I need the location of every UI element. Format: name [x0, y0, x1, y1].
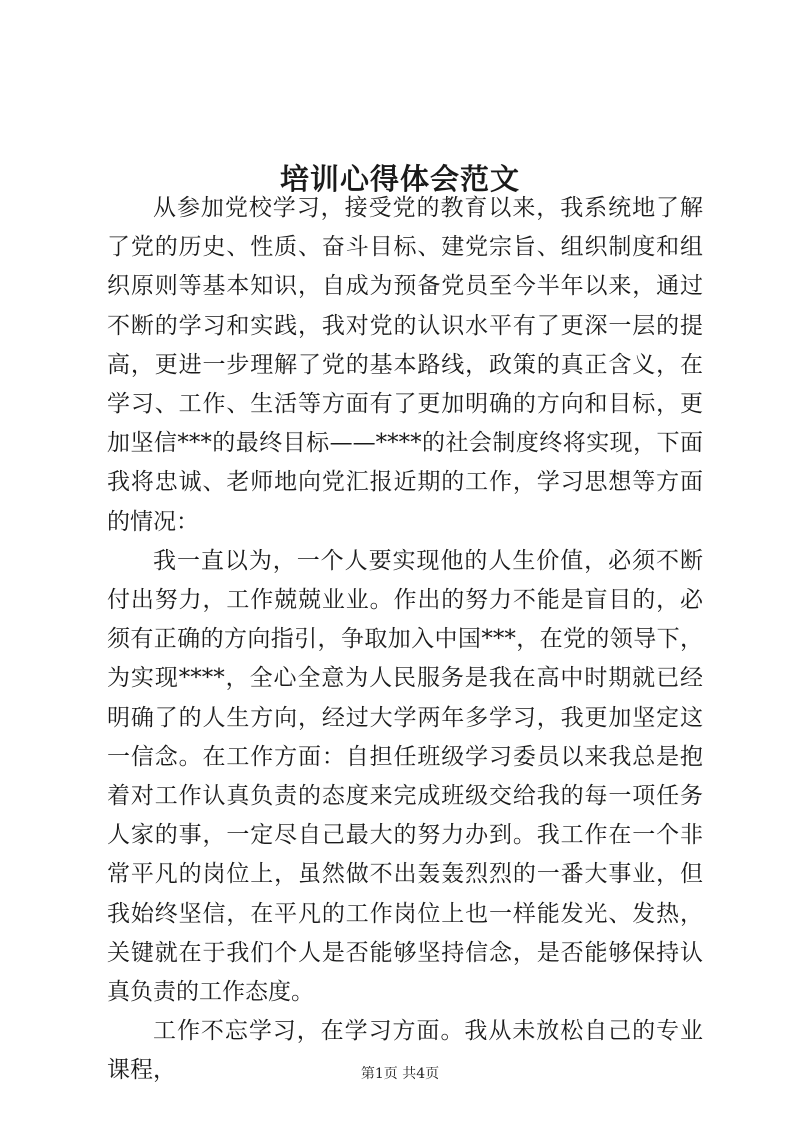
document-body [107, 189, 703, 1091]
page-footer: 第1页 共4页 [360, 1066, 440, 1082]
paragraph-2: 我一直以为，一个人要实现他的人生价值，必须不断付出努力，工作兢兢业业。作出的努力不能是盲目的，必须有正确的方向指引，争取加入中国***，在党的领导下，为实现****，全心全意为人民服务是我在高中时期就已经明确了的人生方向，经过大学两年多学习，我更加坚定这一信念。在工作方面：自担任班级学习委员以来我总是抱着对工作认真负责的态度来完成班级交给我的每一项任务人家的事，一定尽自己最大的努力办到。我工作在一个非常平凡的岗位上，虽然做不出轰轰烈烈的一番大事业，但我始终坚信，在平凡的工作岗位上也一样能发光、发热，关键就在于我们个人是否能够坚持信念，是否能够保持认真负责的工作态度。 [107, 547, 703, 1006]
paragraph-3: 工作不忘学习，在学习方面。我从未放松自己的专业课程， [107, 1018, 703, 1084]
document-title: 培训心得体会范文 [279, 162, 520, 197]
paragraph-1: 从参加党校学习，接受党的教育以来，我系统地了解了党的历史、性质、奋斗目标、建党宗旨、组织制度和组织原则等基本知识，自成为预备党员至今半年以来，通过不断的学习和实践，我对党的认识水平有了更深一层的提高，更进一步理解了党的基本路线，政策的真正含义，在学习、工作、生活等方面有了更加明确的方向和目标，更加坚信***的最终目标——****的社会制度终将实现，下面我将忠诚、老师地向党汇报近期的工作，学习思想等方面的情况： [107, 195, 703, 535]
